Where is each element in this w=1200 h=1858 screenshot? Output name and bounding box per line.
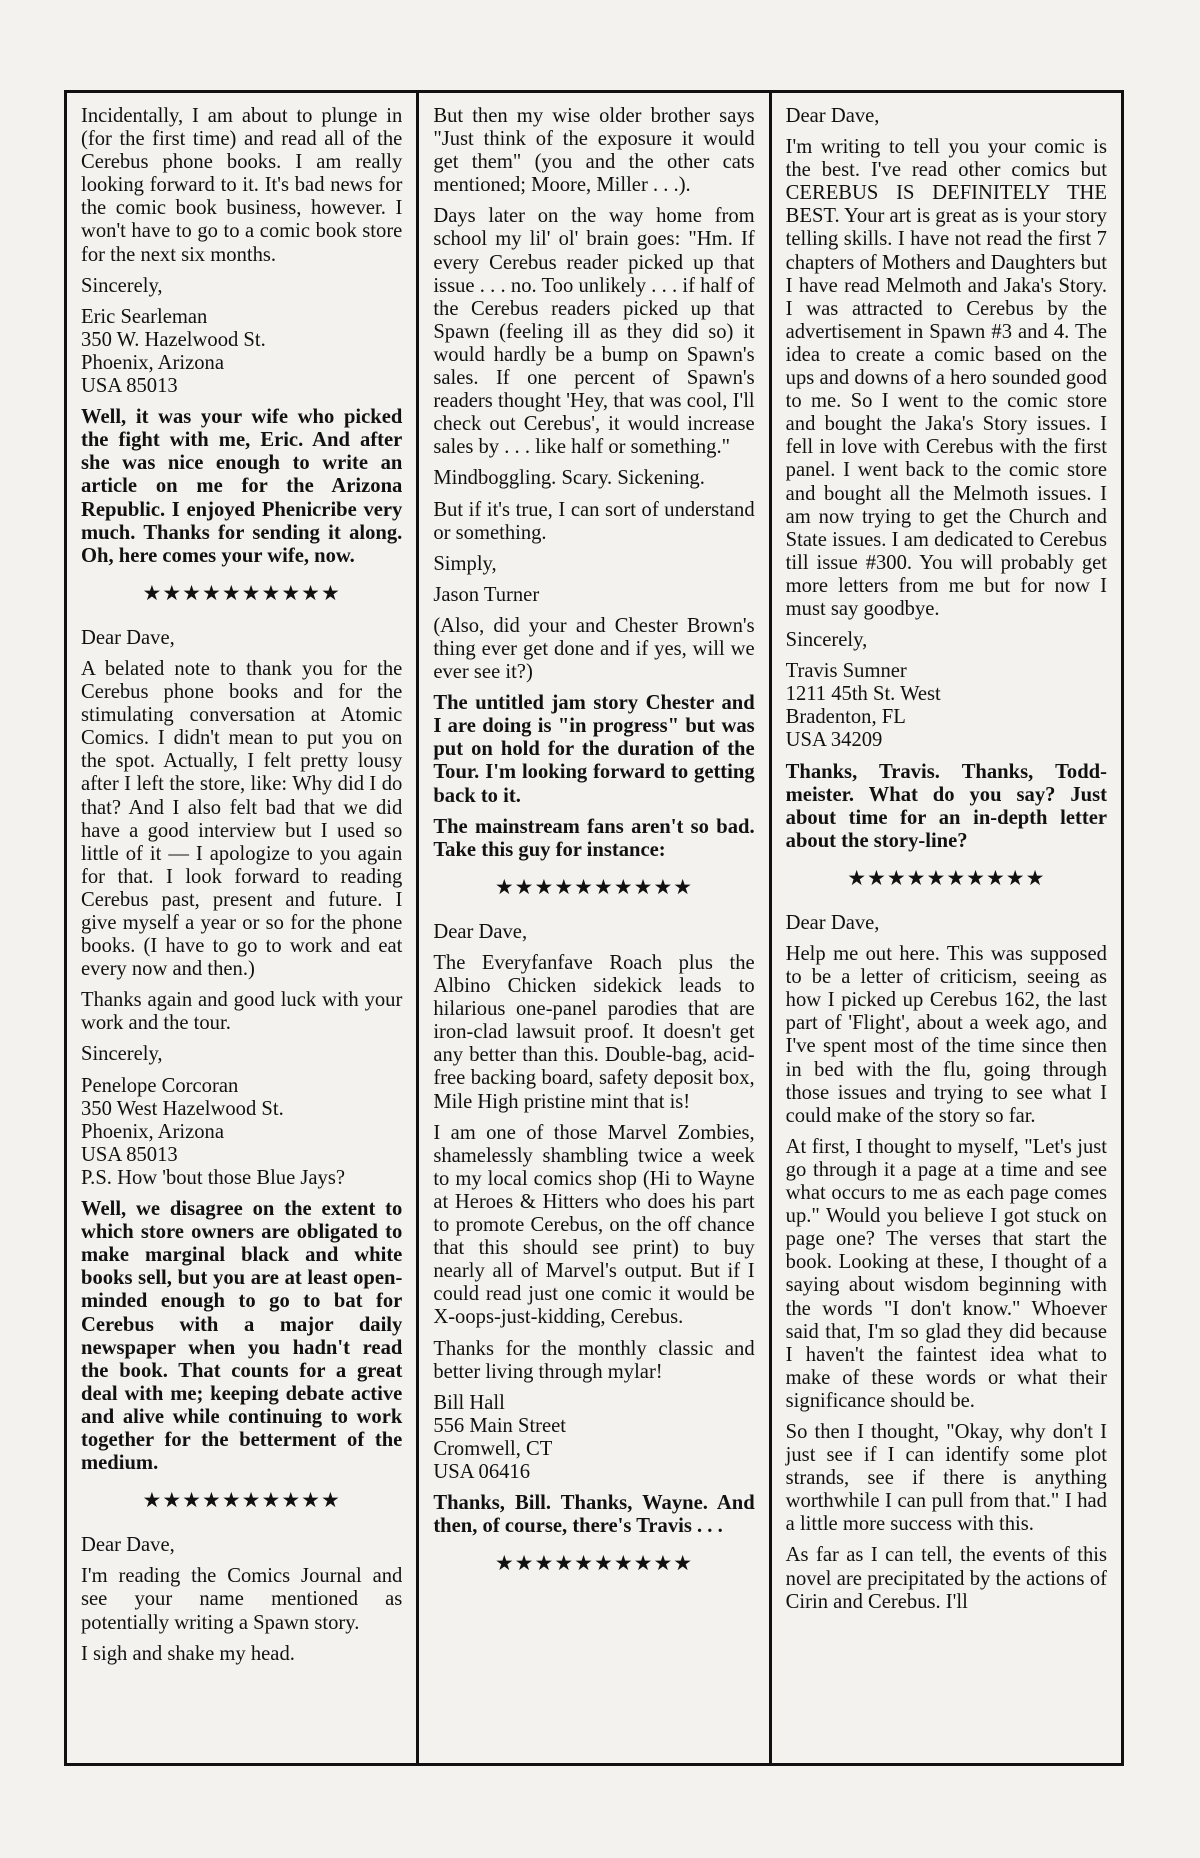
letter-signature: Penelope Corcoran 350 West Hazelwood St. Phoenix, Arizona USA 85013 P.S. How 'bout those Blue Jays? bbox=[81, 1074, 345, 1189]
letter-salutation: Dear Dave, bbox=[81, 1534, 175, 1557]
letter-paragraph: Mindboggling. Scary. Sickening. bbox=[433, 467, 705, 490]
editor-reply: Well, it was your wife who picked the fight with me, Eric. And after she was nice enough to write an article on me for the Arizona Republic. I enjoyed Phenicribe very much. Thanks for sending it along. Oh, here comes your wife, now. bbox=[81, 406, 403, 567]
letter-paragraph: The Everyfanfave Roach plus the Albino Chicken sidekick leads to hilarious one-panel parodies that are iron-clad lawsuit proof. It doesn't get any better than this. Double-bag, acid-free backing board, safety deposit box, Mile High pristine mint that is! bbox=[433, 952, 755, 1113]
letter-paragraph: At first, I thought to myself, "Let's just go through it a page at a time and see what occurs to me as each page comes up." Would you believe I got stuck on page one? The verses that start the book. Looking at these, I thought of a saying about wisdom beginning with the words "I don't know." Whoever said that, I'm so glad they did because I haven't the faintest idea what to make of these words or what their significance should be. bbox=[785, 1135, 1107, 1412]
letter-salutation: Dear Dave, bbox=[433, 920, 528, 943]
letter-paragraph: I'm reading the Comics Journal and see your name mentioned as potentially writing a Spawn story. bbox=[81, 1565, 403, 1634]
letter-paragraph: Thanks for the monthly classic and better living through mylar! bbox=[433, 1337, 755, 1383]
letter-paragraph: But if it's true, I can sort of understand or something. bbox=[433, 498, 755, 544]
letters-page bbox=[64, 90, 1124, 1766]
letter-paragraph: As far as I can tell, the events of this novel are precipitated by the actions of Cirin and Cerebus. I'll bbox=[785, 1544, 1107, 1613]
star-divider: ★★★★★★★★★★ bbox=[847, 865, 1046, 890]
letter-paragraph: I am one of those Marvel Zombies, shamelessly shambling twice a week to my local comics shop (Hi to Wayne at Heroes & Hitters who does his part to promote Cerebus, on the off chance that this should see print) to buy nearly all of Marvel's output. But if I could read just one comic it would be X-oops-just-kidding, Cerebus. bbox=[433, 1121, 755, 1329]
letter-signoff: Sincerely, bbox=[785, 629, 868, 652]
letter-salutation: Dear Dave, bbox=[785, 912, 880, 934]
editor-reply: The untitled jam story Chester and I are doing is "in progress" but was put on hold for the duration of the Tour. I'm looking forward to getting back to it. bbox=[433, 692, 755, 807]
letter-paragraph: I sigh and shake my head. bbox=[81, 1642, 295, 1665]
letter-paragraph: So then I thought, "Okay, why don't I just see if I can identify some plot strands, see if there is anything worthwhile I can pull from that." I had a little more success with this. bbox=[785, 1420, 1107, 1536]
star-divider: ★★★★★★★★★★ bbox=[494, 1551, 694, 1576]
editor-reply: The mainstream fans aren't so bad. Take this guy for instance: bbox=[433, 815, 755, 861]
letter-paragraph: Thanks again and good luck with your work and the tour. bbox=[81, 989, 403, 1035]
letter-paragraph: Incidentally, I am about to plunge in (for the first time) and read all of the Cerebus phone books. I am really looking forward to it. It's bad news for the comic book business, however. I won't have to go to a comic book store for the next six months. bbox=[81, 105, 403, 266]
letter-paragraph: (Also, did your and Chester Brown's thing ever get done and if yes, will we ever see it?) bbox=[433, 614, 755, 684]
letter-signoff: Sincerely, bbox=[81, 1043, 163, 1066]
letter-paragraph: Help me out here. This was supposed to be a letter of criticism, seeing as how I picked up Cerebus 162, the last part of 'Flight', about a week ago, and I've spent most of the time since then in bed with the flu, going through those issues and trying to see what I could make of the story so far. bbox=[785, 943, 1107, 1127]
editor-reply: Thanks, Bill. Thanks, Wayne. And then, of course, there's Travis . . . bbox=[433, 1492, 755, 1538]
column-2 bbox=[416, 93, 768, 1763]
letter-paragraph: Days later on the way home from school my lil' ol' brain goes: "Hm. If every Cerebus reader picked up that issue . . . no. Too unlikely . . . if half of the Cerebus readers picked up that Spawn (feeling ill as they did so) it would hardly be a bump on Spawn's sales. If one percent of Spawn's readers thought 'Hey, that was cool, I'll check out Cerebus', it would increase sales by . . . like half or something." bbox=[433, 205, 755, 459]
editor-reply: Thanks, Travis. Thanks, Todd-meister. What do you say? Just about time for an in-depth letter about the story-line? bbox=[785, 760, 1107, 852]
letter-paragraph: But then my wise older brother says "Just think of the exposure it would get them" (you and the other cats mentioned; Moore, Miller . . .). bbox=[433, 105, 755, 197]
column-1 bbox=[67, 93, 416, 1763]
letter-signoff: Sincerely, bbox=[81, 274, 163, 297]
letter-signoff: Simply, bbox=[433, 552, 497, 575]
star-divider: ★★★★★★★★★★ bbox=[142, 580, 341, 605]
star-divider: ★★★★★★★★★★ bbox=[142, 1488, 341, 1513]
letter-signature: Eric Searleman 350 W. Hazelwood St. Phoenix, Arizona USA 85013 bbox=[81, 305, 266, 398]
letter-paragraph: A belated note to thank you for the Cerebus phone books and for the stimulating conversation at Atomic Comics. I didn't mean to put you on the spot. Actually, I felt pretty lousy after I left the store, like: Why did I do that? And I also felt bad that we did have a good interview but I used so little of it — I apologize to you again for that. I look forward to reading Cerebus past, present and future. I give myself a year or so for the phone books. (I have to go to work and eat every now and then.) bbox=[81, 657, 403, 981]
letter-signature: Travis Sumner 1211 45th St. West Bradenton, FL USA 34209 bbox=[785, 660, 941, 752]
letter-paragraph: I'm writing to tell you your comic is the best. I've read other comics but CEREBUS IS DEFINITELY THE BEST. Your art is great as is your story telling skills. I have not read the first 7 chapters of Mothers and Daughters but I have read Melmoth and Jaka's Story. I was attracted to Cerebus by the advertisement in Spawn #3 and 4. The idea to create a comic based on the ups and downs of a hero sounded good to me. So I went to the comic store and bought the Jaka's Story issues. I fell in love with Cerebus with the first panel. I went back to the comic store and bought all the Melmoth issues. I am now trying to get the Church and State issues. I am dedicated to Cerebus till issue #300. You will probably get more letters from me but for now I must say goodbye. bbox=[785, 136, 1107, 620]
editor-reply: Well, we disagree on the extent to which store owners are obligated to make marginal black and white books sell, but you are at least open-minded enough to go to bat for Cerebus with a major daily newspaper when you hadn't read the book. That counts for a great deal with me; keeping debate active and alive while continuing to work together for the betterment of the medium. bbox=[81, 1198, 403, 1475]
star-divider: ★★★★★★★★★★ bbox=[494, 874, 694, 899]
letter-signature: Jason Turner bbox=[433, 583, 540, 606]
letter-salutation: Dear Dave, bbox=[785, 105, 880, 127]
letter-signature: Bill Hall 556 Main Street Cromwell, CT USA 06416 bbox=[433, 1391, 567, 1483]
letter-salutation: Dear Dave, bbox=[81, 626, 175, 649]
column-3 bbox=[769, 93, 1121, 1763]
